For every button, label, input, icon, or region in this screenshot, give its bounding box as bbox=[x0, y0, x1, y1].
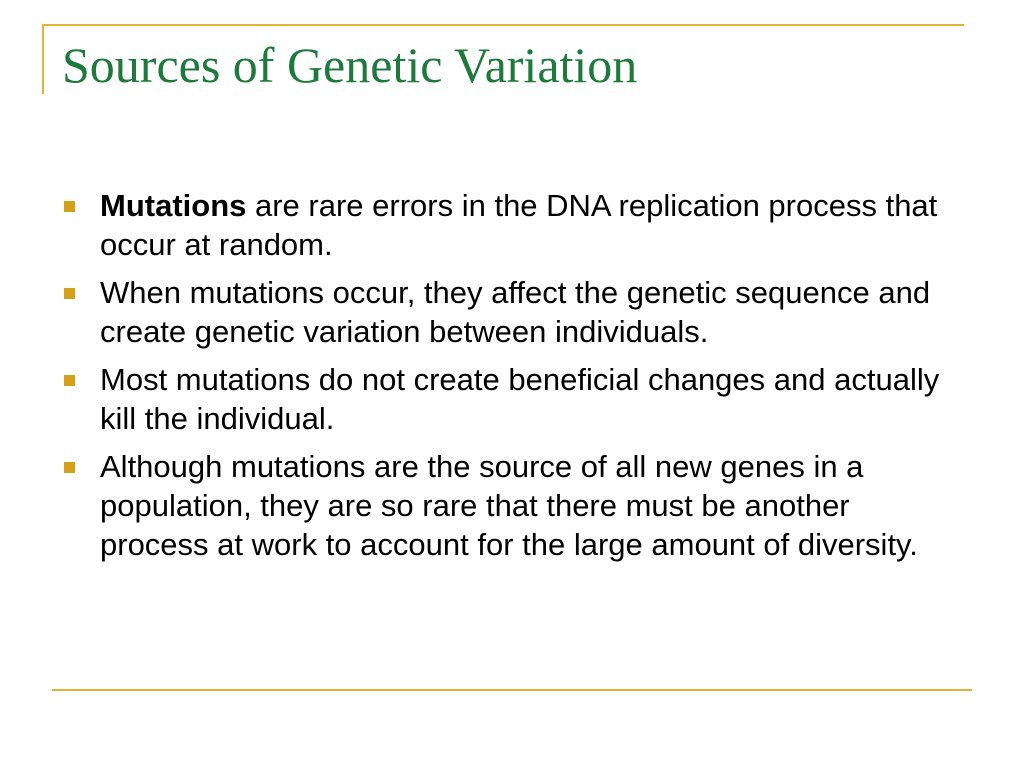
bullet-text: Most mutations do not create beneficial changes and actually kill the individual. bbox=[100, 362, 940, 436]
square-bullet-icon bbox=[64, 288, 75, 299]
bullet-text: Although mutations are the source of all new genes in a population, they are so rare that there must be another process at work to account for the large amount of diversity. bbox=[100, 449, 918, 562]
square-bullet-icon bbox=[64, 375, 75, 386]
bullet-list bbox=[62, 186, 962, 573]
bullet-text: When mutations occur, they affect the genetic sequence and create genetic variation between individuals. bbox=[100, 275, 931, 349]
bullet-item-variation bbox=[62, 273, 962, 351]
slide-title: Sources of Genetic Variation bbox=[62, 37, 638, 93]
bullet-text: are rare errors in the DNA replication process that occur at random. bbox=[100, 188, 938, 262]
bullet-item-mutations bbox=[62, 186, 962, 264]
bullet-item-harmful bbox=[62, 360, 962, 438]
square-bullet-icon bbox=[64, 201, 75, 212]
left-frame-line bbox=[42, 24, 44, 94]
square-bullet-icon bbox=[64, 462, 75, 473]
bullet-bold-term: Mutations bbox=[100, 188, 247, 223]
top-frame-line bbox=[42, 24, 964, 26]
bottom-frame-line bbox=[52, 689, 972, 691]
bullet-item-diversity bbox=[62, 447, 962, 564]
